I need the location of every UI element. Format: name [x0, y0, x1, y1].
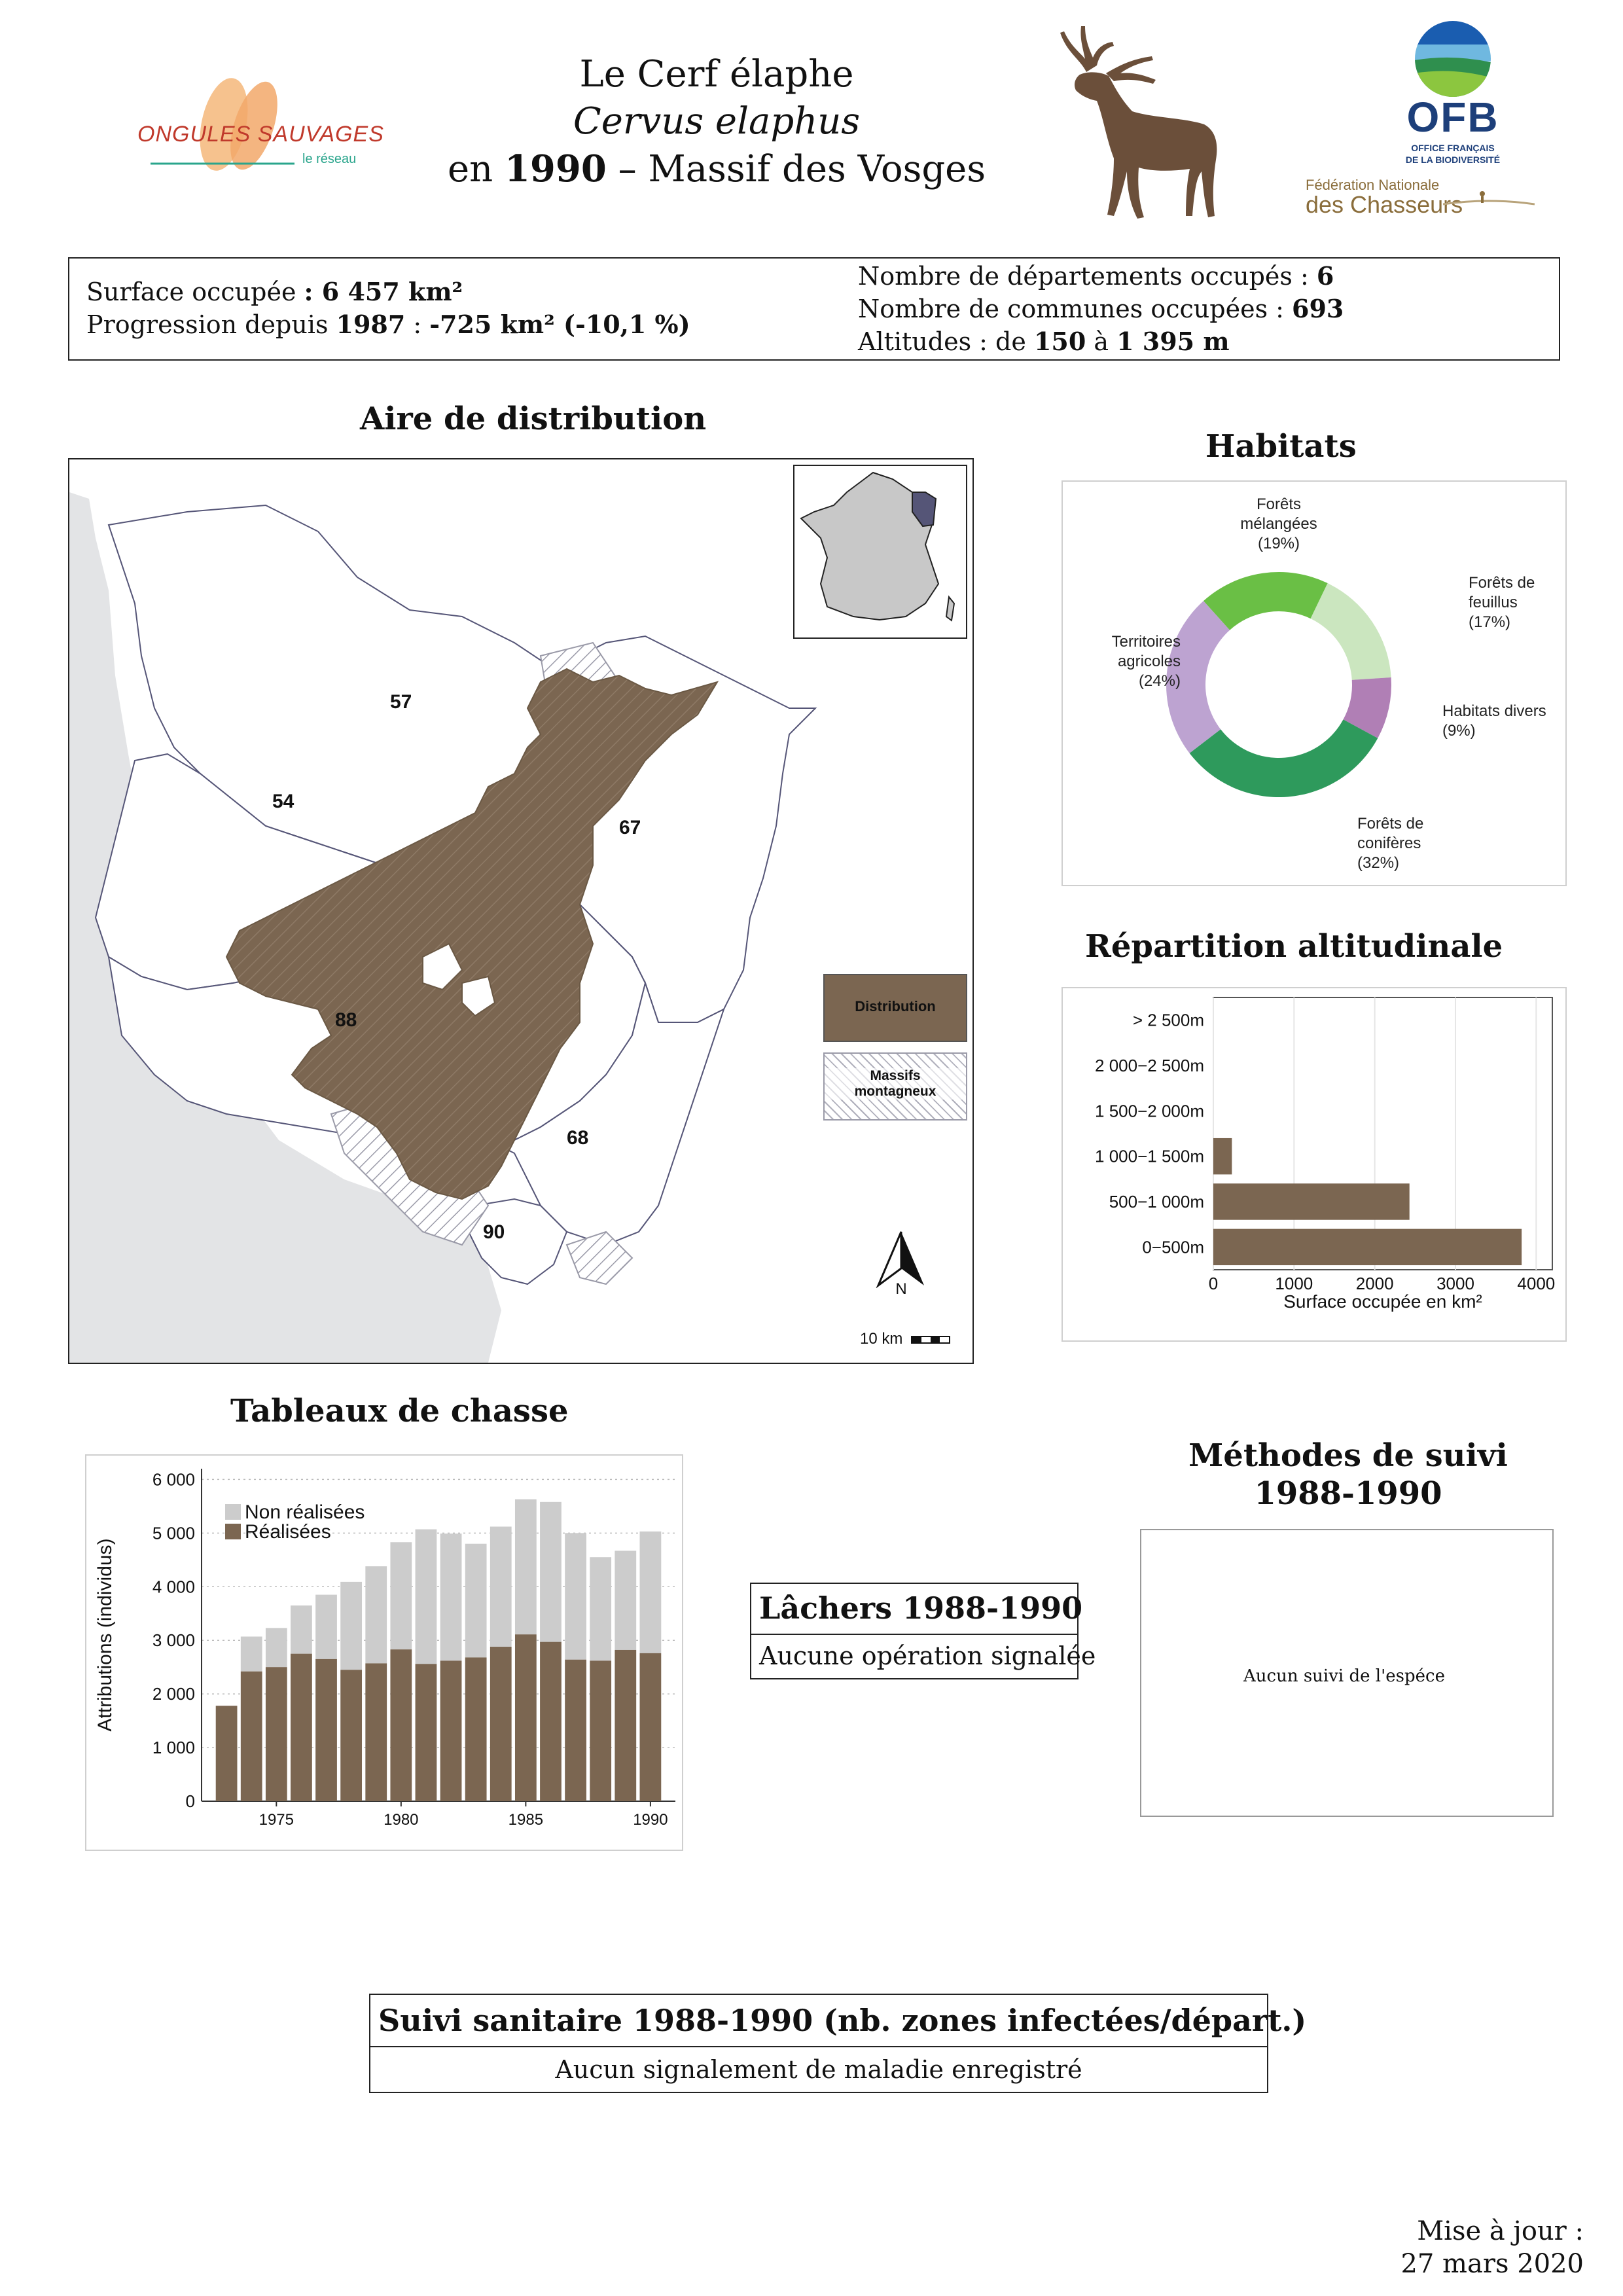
bar-realisees	[390, 1649, 412, 1801]
north-label: N	[895, 1280, 907, 1298]
x-tick-label: 1990	[633, 1811, 668, 1829]
altitude-range: Altitudes : de 150 à 1 395 m	[858, 327, 1230, 356]
fnc-logo-text-2: des Chasseurs	[1306, 191, 1463, 218]
donut-label: Forêts	[1256, 495, 1302, 513]
bar-realisees	[440, 1660, 462, 1801]
bar-non-realisees	[390, 1542, 412, 1649]
donut-label: (9%)	[1442, 722, 1476, 740]
methodes-title	[1113, 1437, 1584, 1512]
bar-non-realisees	[340, 1582, 362, 1670]
ongules-logo-subtext: le réseau	[302, 152, 357, 166]
bar	[1213, 1229, 1522, 1265]
bar-realisees	[241, 1672, 262, 1801]
ofb-logo-subtext-2: DE LA BIODIVERSITÉ	[1405, 154, 1501, 165]
communes-count: Nombre de communes occupées : 693	[858, 294, 1344, 323]
bar-realisees	[540, 1642, 562, 1801]
donut-label: Forêts de	[1469, 574, 1535, 592]
bar-realisees	[365, 1663, 387, 1801]
donut-label: mélangées	[1240, 515, 1317, 533]
bar-non-realisees	[416, 1530, 437, 1664]
y-tick-label: 5 000	[152, 1523, 195, 1543]
update-date	[1348, 2215, 1584, 2280]
ongules-logo-text: ONGULES SAUVAGES	[137, 122, 384, 147]
bar-non-realisees	[615, 1551, 636, 1650]
bar	[1213, 1138, 1232, 1174]
y-tick-label: 1 000	[152, 1738, 195, 1758]
x-tick-label: 1985	[508, 1811, 544, 1829]
x-tick-label: 0	[1208, 1274, 1219, 1293]
habitats-title: Habitats	[1205, 428, 1357, 465]
page-title-block	[406, 51, 1027, 193]
bar-non-realisees	[515, 1499, 537, 1634]
donut-label: agricoles	[1117, 653, 1181, 670]
dept-label-54: 54	[272, 791, 294, 812]
legend-swatch	[225, 1524, 241, 1539]
sanitaire-text: Aucun signalement de maladie enregistré	[555, 2055, 1082, 2084]
methodes-box	[1140, 1529, 1554, 1817]
bar-realisees	[640, 1653, 662, 1801]
ofb-logo-text: OFB	[1406, 94, 1499, 141]
y-tick-label: 1 000−1 500m	[1095, 1146, 1204, 1166]
page-subtitle: en 1990 – Massif des Vosges	[447, 147, 986, 190]
update-date-value: 27 mars 2020	[1400, 2249, 1584, 2279]
sanitaire-box	[369, 1994, 1307, 2093]
progression: Progression depuis 1987 : -725 km² (-10,1 %)	[86, 310, 690, 339]
bar-realisees	[315, 1659, 337, 1801]
chasse-chart	[85, 1454, 683, 1851]
red-deer-icon	[1041, 20, 1237, 229]
bar-realisees	[416, 1664, 437, 1801]
bar-non-realisees	[490, 1526, 512, 1647]
donut-slice	[1311, 583, 1391, 680]
x-tick-label: 1000	[1275, 1274, 1313, 1293]
dept-label-67: 67	[619, 817, 641, 838]
north-arrow-icon	[872, 1229, 931, 1301]
bar-non-realisees	[540, 1502, 562, 1642]
france-inset-map	[793, 465, 967, 639]
legend-massifs-label-1: Massifs	[825, 1068, 966, 1084]
x-tick-label: 1980	[383, 1811, 419, 1829]
legend-distribution	[823, 974, 967, 1042]
bar-non-realisees	[640, 1532, 662, 1653]
donut-label: (19%)	[1257, 535, 1300, 552]
bar-non-realisees	[465, 1544, 487, 1658]
y-tick-label: 500−1 000m	[1109, 1192, 1204, 1211]
legend-massifs-label-2: montagneux	[825, 1084, 966, 1100]
methodes-text: Aucun suivi de l'espéce	[1243, 1666, 1445, 1686]
methodes-title-line1: Méthodes de suivi	[1188, 1437, 1508, 1474]
y-tick-label: 0−500m	[1142, 1237, 1204, 1257]
y-tick-label: > 2 500m	[1132, 1010, 1204, 1030]
bar-non-realisees	[315, 1595, 337, 1659]
y-tick-label: 4 000	[152, 1577, 195, 1597]
plot-area	[1213, 997, 1552, 1270]
bar-realisees	[515, 1634, 537, 1801]
summary-stats-box	[68, 257, 1560, 361]
lachers-box	[750, 1583, 1096, 1679]
dept-label-88: 88	[335, 1009, 357, 1031]
altitude-chart	[1061, 987, 1567, 1342]
x-tick-label: 1975	[259, 1811, 294, 1829]
bar-realisees	[590, 1660, 611, 1801]
lachers-title: Lâchers 1988-1990	[759, 1590, 1083, 1626]
bar-realisees	[266, 1667, 287, 1801]
y-tick-label: 3 000	[152, 1630, 195, 1651]
bar-non-realisees	[365, 1566, 387, 1663]
bar-realisees	[490, 1647, 512, 1801]
scale-label: 10 km	[860, 1330, 903, 1348]
bar-non-realisees	[291, 1605, 312, 1654]
donut-label: (24%)	[1138, 672, 1181, 690]
donut-label: (17%)	[1469, 613, 1511, 631]
x-tick-label: 2000	[1355, 1274, 1394, 1293]
dept-label-90: 90	[483, 1221, 505, 1243]
bar	[1213, 1183, 1410, 1219]
y-tick-label: 1 500−2 000m	[1095, 1101, 1204, 1121]
distribution-map	[68, 458, 974, 1364]
legend-massifs	[823, 1052, 967, 1121]
bar-realisees	[216, 1706, 238, 1801]
bar-non-realisees	[440, 1534, 462, 1660]
ofb-logo	[1374, 20, 1531, 170]
lachers-text: Aucune opération signalée	[759, 1641, 1096, 1670]
departements-count: Nombre de départements occupés : 6	[858, 261, 1334, 291]
dept-label-57: 57	[390, 691, 412, 713]
fnc-logo-text-1: Fédération Nationale	[1306, 177, 1440, 193]
altitude-title: Répartition altitudinale	[1085, 928, 1503, 965]
y-tick-label: 2 000	[152, 1684, 195, 1704]
y-axis-label: Attributions (individus)	[94, 1538, 116, 1732]
ofb-logo-subtext-1: OFFICE FRANÇAIS	[1411, 143, 1495, 153]
y-tick-label: 0	[185, 1791, 195, 1811]
x-tick-label: 3000	[1436, 1274, 1474, 1293]
bar-realisees	[465, 1657, 487, 1801]
bar-realisees	[340, 1670, 362, 1801]
bar-non-realisees	[565, 1533, 586, 1659]
x-tick-label: 4000	[1517, 1274, 1556, 1293]
bar-realisees	[615, 1650, 636, 1801]
legend-label: Non réalisées	[245, 1501, 365, 1523]
bar-non-realisees	[266, 1628, 287, 1667]
ongules-sauvages-logo	[131, 72, 384, 183]
legend-swatch	[225, 1504, 241, 1520]
legend-label: Réalisées	[245, 1521, 331, 1543]
habitats-chart	[1061, 480, 1567, 886]
methodes-title-line2: 1988-1990	[1254, 1475, 1442, 1512]
dept-label-68: 68	[567, 1127, 589, 1149]
scale-bar	[860, 1330, 950, 1348]
page-title: Le Cerf élaphe	[579, 53, 854, 96]
donut-label: Habitats divers	[1442, 702, 1546, 720]
bar-non-realisees	[241, 1636, 262, 1671]
donut-slice	[1204, 572, 1328, 630]
donut-label: Territoires	[1111, 633, 1181, 651]
map-title: Aire de distribution	[360, 401, 707, 437]
legend-distribution-label: Distribution	[855, 998, 936, 1014]
fnc-logo	[1306, 177, 1541, 229]
y-tick-label: 6 000	[152, 1469, 195, 1490]
chasse-title: Tableaux de chasse	[230, 1393, 569, 1429]
bar-realisees	[291, 1654, 312, 1801]
y-tick-label: 2 000−2 500m	[1095, 1056, 1204, 1075]
update-label: Mise à jour :	[1417, 2216, 1584, 2246]
x-axis-label: Surface occupée en km²	[1283, 1291, 1482, 1312]
donut-label: feuillus	[1469, 594, 1518, 611]
donut-label: (32%)	[1357, 854, 1400, 872]
bar-realisees	[565, 1660, 586, 1801]
sanitaire-title: Suivi sanitaire 1988-1990 (nb. zones infectées/départ.)	[378, 2003, 1307, 2038]
latin-name: Cervus elaphus	[573, 100, 861, 143]
donut-label: conifères	[1357, 834, 1421, 852]
surface-occupied: Surface occupée : 6 457 km²	[86, 277, 463, 306]
bar-non-realisees	[590, 1557, 611, 1660]
donut-label: Forêts de	[1357, 815, 1424, 833]
